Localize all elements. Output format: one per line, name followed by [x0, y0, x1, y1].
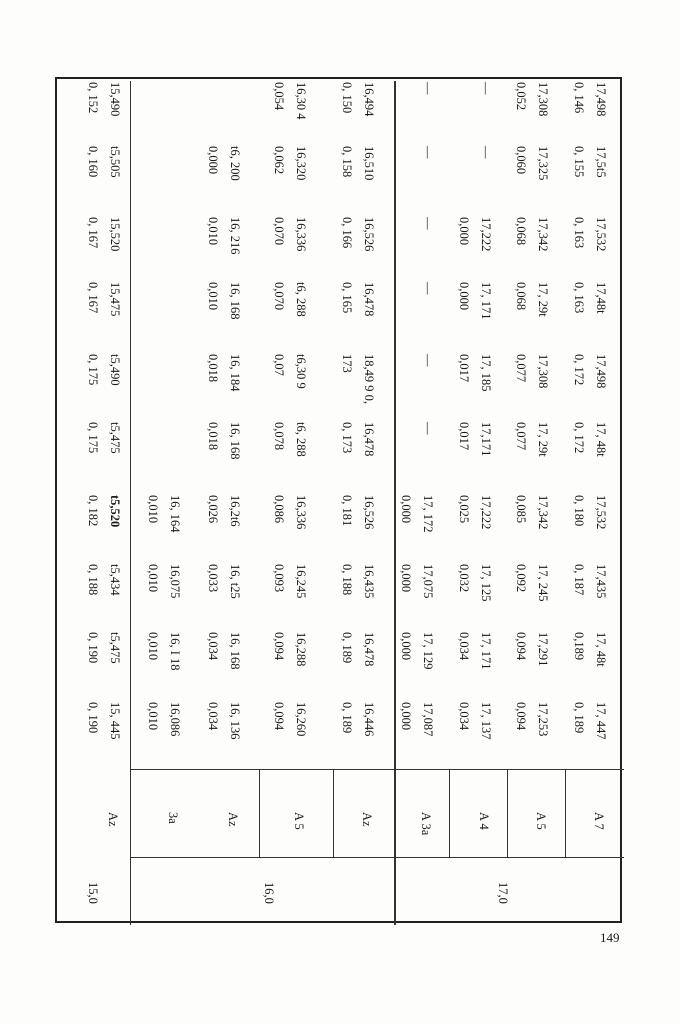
row-label: A 5 — [292, 812, 306, 830]
cell-delta: 0,094 — [272, 632, 286, 661]
cell-delta: 0, 175 — [86, 354, 100, 386]
cell-value: t5,505 — [108, 146, 122, 178]
cell-delta: 0,026 — [206, 495, 220, 524]
cell-delta: 0,032 — [457, 564, 471, 593]
cell-delta: 0, 155 — [572, 146, 586, 178]
cell-delta: 0,094 — [514, 632, 528, 661]
cell-value: 17, 137 — [479, 702, 493, 740]
cell-value: 16,288 — [294, 632, 308, 667]
cell-value: 16,30 4 — [294, 82, 308, 120]
cell-value: t5,434 — [108, 564, 122, 596]
cell-value: t6,30 9 — [294, 354, 308, 389]
cell-delta: 0,054 — [272, 82, 286, 111]
cell-delta: 0, 187 — [572, 564, 586, 596]
cell-value: 17,291 — [536, 632, 550, 667]
group-label: 15,0 — [86, 882, 100, 904]
cell-delta: 0,034 — [457, 632, 471, 661]
cell-value: 17, 29t — [536, 422, 550, 457]
cell-delta: 0,070 — [272, 282, 286, 311]
cell-value: 16, I 18 — [168, 632, 182, 671]
cell-value: 17,498 — [594, 354, 608, 389]
cell-value: 16,260 — [294, 702, 308, 737]
cell-delta: 0, 173 — [340, 422, 354, 454]
cell-value: 16, 136 — [228, 702, 242, 740]
cell-value: 17,075 — [421, 564, 435, 599]
cell-delta: 0, 189 — [572, 702, 586, 734]
cell-delta: 0, 150 — [340, 82, 354, 114]
cell-value: 16, 168 — [228, 632, 242, 670]
cell-value: 16,526 — [362, 217, 376, 252]
cell-delta: 0, 158 — [340, 146, 354, 178]
cell-value: — — [421, 282, 435, 295]
cell-value: 16,526 — [362, 495, 376, 530]
cell-delta: 0,000 — [399, 495, 413, 524]
cell-delta: 0, 190 — [86, 702, 100, 734]
cell-value: 16,320 — [294, 146, 308, 181]
cell-value: 17,087 — [421, 702, 435, 737]
row-label: 3a — [166, 812, 180, 824]
cell-value: 16,478 — [362, 422, 376, 457]
cell-delta: 0, 181 — [340, 495, 354, 527]
cell-delta: 0, 167 — [86, 282, 100, 314]
cell-value: 16,478 — [362, 632, 376, 667]
cell-value: 17,222 — [479, 495, 493, 530]
cell-value: 17, 125 — [479, 564, 493, 602]
cell-value: 16,245 — [294, 564, 308, 599]
cell-value: 17,171 — [479, 422, 493, 457]
cell-delta: 0,017 — [457, 422, 471, 451]
cell-delta: 0,189 — [572, 632, 586, 661]
cell-value: t6, 288 — [294, 282, 308, 317]
cell-value: 17,308 — [536, 82, 550, 117]
cell-delta: 0,017 — [457, 354, 471, 383]
cell-value: 15,490 — [108, 82, 122, 117]
cell-value: — — [421, 354, 435, 367]
cell-value: 17,5t5 — [594, 146, 608, 178]
cell-value: 17, 48t — [594, 632, 608, 667]
row-label: A 7 — [592, 812, 606, 830]
cell-delta: 0,070 — [272, 217, 286, 246]
cell-delta: 0,062 — [272, 146, 286, 175]
cell-value: 17,532 — [594, 217, 608, 252]
row-label: Az — [106, 812, 120, 827]
cell-value: 17,532 — [594, 495, 608, 530]
cell-delta: 0,010 — [146, 495, 160, 524]
page-number: 149 — [600, 930, 620, 945]
row-label: A 3a — [419, 812, 433, 836]
cell-delta: 0,07 — [272, 354, 286, 376]
cell-delta: 0,000 — [457, 282, 471, 311]
data-table — [55, 77, 622, 923]
cell-delta: 0, 189 — [340, 632, 354, 664]
cell-value: — — [421, 217, 435, 230]
cell-value: — — [421, 82, 435, 95]
cell-delta: 0,010 — [206, 217, 220, 246]
cell-value: 16, 216 — [228, 217, 242, 255]
cell-value: 17,48t — [594, 282, 608, 314]
cell-delta: 0, 160 — [86, 146, 100, 178]
cell-delta: 0,010 — [146, 632, 160, 661]
cell-value: 16,336 — [294, 495, 308, 530]
cell-delta: 0,052 — [514, 82, 528, 111]
cell-value: 17, 48t — [594, 422, 608, 457]
cell-delta: 0, 182 — [86, 495, 100, 527]
cell-value: 17, 185 — [479, 354, 493, 392]
cell-delta: 0,010 — [146, 702, 160, 731]
cell-value: 17, 172 — [421, 495, 435, 533]
cell-delta: 0,018 — [206, 422, 220, 451]
cell-delta: 0,093 — [272, 564, 286, 593]
cell-delta: 0,000 — [399, 632, 413, 661]
cell-delta: 0,068 — [514, 217, 528, 246]
cell-value: 16,336 — [294, 217, 308, 252]
cell-value: — — [479, 82, 493, 95]
cell-delta: 0, 152 — [86, 82, 100, 114]
cell-value: 16,494 — [362, 82, 376, 117]
row-label: Az — [226, 812, 240, 827]
cell-delta: 0,000 — [206, 146, 220, 175]
cell-delta: 0, 188 — [86, 564, 100, 596]
cell-value: t5,475 — [108, 422, 122, 454]
cell-value: — — [421, 422, 435, 435]
cell-value: 17, 129 — [421, 632, 435, 670]
cell-value: t5,490 — [108, 354, 122, 386]
cell-delta: 0,010 — [146, 564, 160, 593]
cell-value: — — [479, 146, 493, 159]
cell-value: 17, 171 — [479, 632, 493, 670]
cell-delta: 0, 165 — [340, 282, 354, 314]
cell-value: t5,475 — [108, 632, 122, 664]
row-label: A 5 — [534, 812, 548, 830]
cell-delta: 0,078 — [272, 422, 286, 451]
cell-value: 17,308 — [536, 354, 550, 389]
cell-value: 17,222 — [479, 217, 493, 252]
cell-delta: 0, 172 — [572, 354, 586, 386]
row-label: Az — [360, 812, 374, 827]
cell-value: 16, 184 — [228, 354, 242, 392]
cell-value: 17, 245 — [536, 564, 550, 602]
cell-value: 15,475 — [108, 282, 122, 317]
cell-value: 15, 445 — [108, 702, 122, 740]
cell-delta: 0, 180 — [572, 495, 586, 527]
cell-delta: 0, 166 — [340, 217, 354, 249]
cell-value: 16,446 — [362, 702, 376, 737]
cell-value: 15,520 — [108, 217, 122, 252]
cell-value: 16, 164 — [168, 495, 182, 533]
cell-delta: 0,068 — [514, 282, 528, 311]
row-label: A 4 — [477, 812, 491, 830]
cell-delta: 0, 189 — [340, 702, 354, 734]
cell-value: 17, 171 — [479, 282, 493, 320]
cell-value: 16, 168 — [228, 422, 242, 460]
cell-value: 17,342 — [536, 495, 550, 530]
cell-value: t6, 200 — [228, 146, 242, 181]
cell-delta: 0,092 — [514, 564, 528, 593]
cell-value: 17, 447 — [594, 702, 608, 740]
cell-value: 16,435 — [362, 564, 376, 599]
cell-value: 16,2t6 — [228, 495, 242, 527]
cell-delta: 0, 163 — [572, 282, 586, 314]
cell-value: 16,075 — [168, 564, 182, 599]
cell-value: 16, t25 — [228, 564, 242, 599]
cell-delta: 0,018 — [206, 354, 220, 383]
cell-delta: 0,034 — [206, 632, 220, 661]
cell-delta: 0, 163 — [572, 217, 586, 249]
cell-delta: 0,025 — [457, 495, 471, 524]
cell-value: t6, 288 — [294, 422, 308, 457]
cell-value: 16, 168 — [228, 282, 242, 320]
cell-delta: 0, 172 — [572, 422, 586, 454]
cell-delta: 0,085 — [514, 495, 528, 524]
cell-delta: 0,094 — [272, 702, 286, 731]
cell-delta: 0,033 — [206, 564, 220, 593]
cell-value: 17,325 — [536, 146, 550, 181]
cell-delta: 0,000 — [399, 702, 413, 731]
cell-value: 17,435 — [594, 564, 608, 599]
cell-delta: 0,000 — [457, 217, 471, 246]
cell-delta: 0, 175 — [86, 422, 100, 454]
cell-delta: 0,034 — [457, 702, 471, 731]
cell-delta: 0,094 — [514, 702, 528, 731]
cell-value: 17,253 — [536, 702, 550, 737]
cell-delta: 0,060 — [514, 146, 528, 175]
cell-value: 16,086 — [168, 702, 182, 737]
cell-delta: 0, 167 — [86, 217, 100, 249]
cell-value: — — [421, 146, 435, 159]
cell-value: 17,498 — [594, 82, 608, 117]
cell-delta: 0,086 — [272, 495, 286, 524]
cell-value: 16,510 — [362, 146, 376, 181]
cell-delta: 0,034 — [206, 702, 220, 731]
group-label: 16,0 — [262, 882, 276, 904]
cell-delta: 0, 190 — [86, 632, 100, 664]
cell-delta: 0,077 — [514, 354, 528, 383]
cell-delta: 173 — [340, 354, 354, 373]
cell-delta: 0,010 — [206, 282, 220, 311]
cell-delta: 0,077 — [514, 422, 528, 451]
cell-delta: 0, 146 — [572, 82, 586, 114]
cell-delta: 0,000 — [399, 564, 413, 593]
cell-value: 17, 29t — [536, 282, 550, 317]
cell-delta: 0, 188 — [340, 564, 354, 596]
cell-value: 16,478 — [362, 282, 376, 317]
cell-value: t5,520 — [108, 495, 122, 528]
group-label: 17,0 — [496, 882, 510, 904]
cell-value: 18,49 9 0, — [362, 354, 376, 404]
cell-value: 17,342 — [536, 217, 550, 252]
